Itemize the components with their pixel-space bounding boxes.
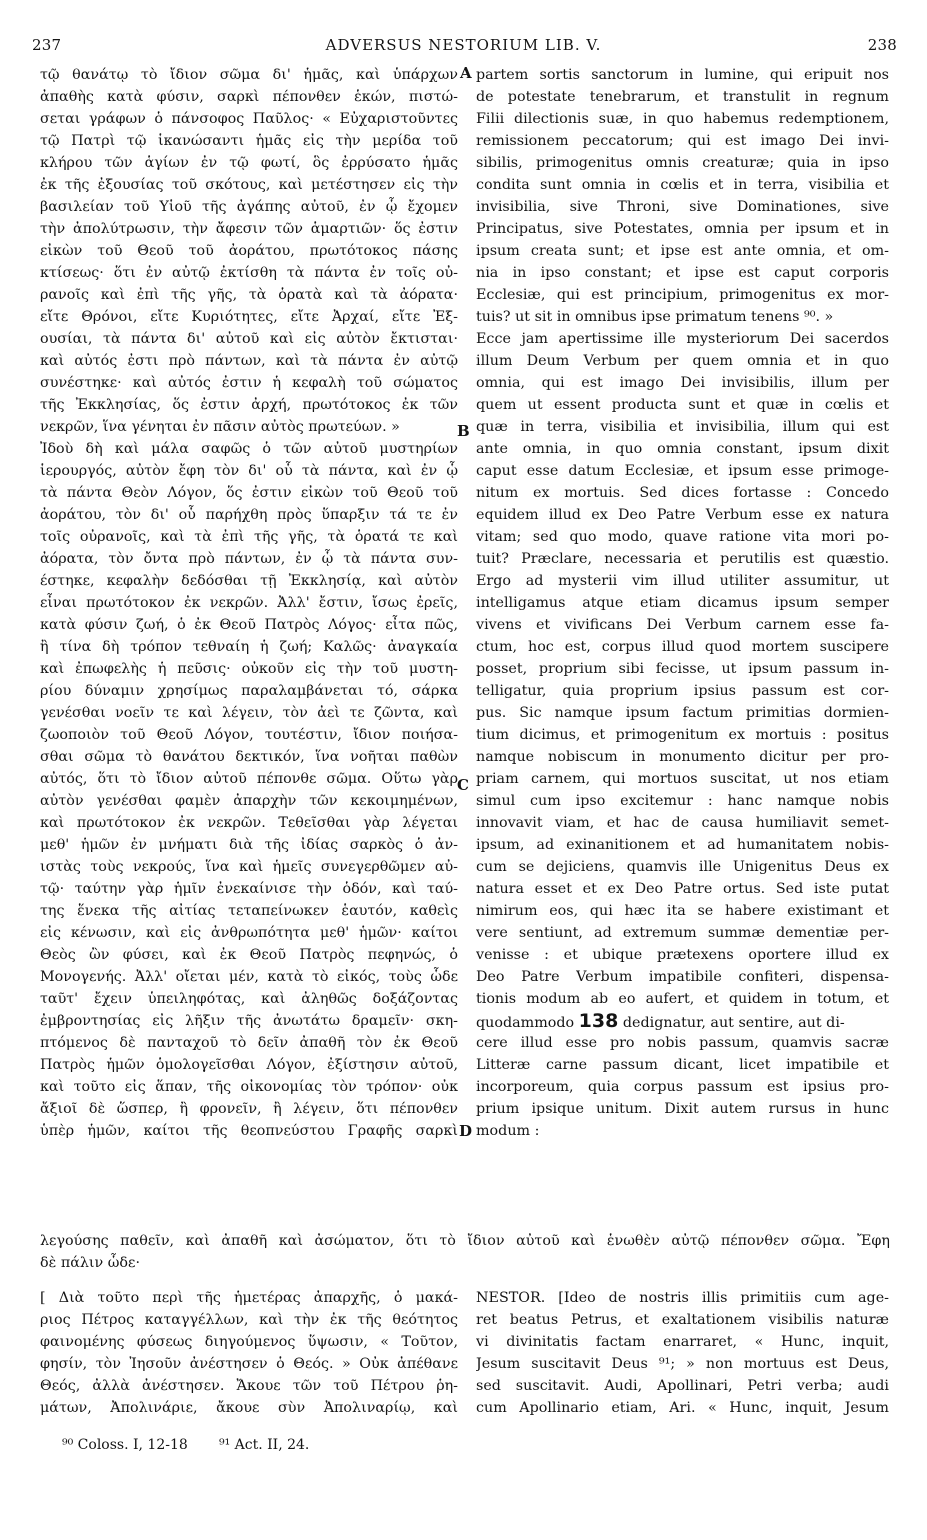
text-line: συνέστηκε· καὶ αὐτός ἐστιν ἡ κεφαλὴ τοῦ σώματος xyxy=(40,375,458,391)
text-line: tuit? Præclare, necessaria et perutilis est quæstio. xyxy=(476,551,889,567)
text-line: ipsum creata sunt; et ipse est ante omnia, et om- xyxy=(476,243,889,259)
text-line: Πατρὸς ἡμῶν ὁμολογεῖσθαι Λόγον, ἐξίστησιν αὐτοῦ, xyxy=(40,1057,458,1073)
text-line: σθαι σῶμα τὸ θανάτου δεκτικόν, ἵνα νοῆται παθὼν xyxy=(40,749,458,765)
text-line: κατὰ φύσιν ζωή, ὁ ἐκ Θεοῦ Πατρὸς Λόγος· εἶτα πῶς, xyxy=(40,617,458,633)
text-line: καὶ ἐπωφελὴς ἡ πεῦσις· οὐκοῦν εἰς τὴν τοῦ μυστη- xyxy=(40,661,458,677)
margin-marker-a: A xyxy=(460,64,472,82)
text-line: simul cum ipso excitemur : hanc namque nobis xyxy=(476,793,889,809)
footnote: ⁹¹ Act. II, 24. xyxy=(219,1437,310,1453)
text-line: Θεὸς ὢν φύσει, καὶ ἐκ Θεοῦ Πατρὸς πεφηνώς, ὁ xyxy=(40,947,458,963)
inline-page-number: 138 xyxy=(578,1010,619,1032)
margin-marker-b: B xyxy=(457,422,470,440)
text-line: τῷ θανάτῳ τὸ ἴδιον σῶμα δι' ἡμᾶς, καὶ ὑπάρχων xyxy=(40,67,458,83)
text-line: τὴν ἀπολύτρωσιν, τὴν ἄφεσιν τῶν ἁμαρτιῶν· ὅς ἐστιν xyxy=(40,221,458,237)
text-line: Ergo ad mysterii vim illud utiliter assumitur, ut xyxy=(476,573,889,589)
text-line: αὐτός, ὅτι τὸ ἴδιον αὐτοῦ πέπονθε σῶμα. Οὕτω γὰρ xyxy=(40,771,458,787)
text-line: φαινομένης φύσεως διηγούμενος ὕψωσιν, « Τοῦτον, xyxy=(40,1334,458,1350)
text-line: Deo Patre Verbum impatibile confiteri, dispensa- xyxy=(476,969,889,985)
text-line: ἢ τίνα δὴ τρόπον τεθναίη ἡ ζωή; Καλῶς· ἀναγκαία xyxy=(40,639,458,655)
text-line: pus. Sic namque ipsum factum primitias dormien- xyxy=(476,705,889,721)
text-line: Ecclesiæ, qui est principium, primogenitus ex mor- xyxy=(476,287,889,303)
text-line: NESTOR. [Ideo de nostris illis primitiis cum age- xyxy=(476,1290,889,1306)
text-line: ρίου δύναμιν χρησίμως παραλαμβάνεται τό, σάρκα xyxy=(40,683,458,699)
text-line: ὑπὲρ ἡμῶν, καίτοι τῆς θεοπνεύστου Γραφῆς σαρκὶ xyxy=(40,1123,458,1139)
text-line: φησίν, τὸν Ἰησοῦν ἀνέστησεν ὁ Θεός. » Οὐκ ἀπέθανε xyxy=(40,1356,458,1372)
greek-column xyxy=(40,64,458,1142)
text-line: ctum, hoc est, corpus illud quod mortem suscipere xyxy=(476,639,889,655)
text-line: εἰς κένωσιν, καὶ εἰς ἀνθρωπότητα μεθ' ἡμῶν· καίτοι xyxy=(40,925,458,941)
text-line: Filii dilectionis suæ, in quo habemus redemptionem, xyxy=(476,111,889,127)
text-line: incorporeum, quia corpus passum est ipsius pro- xyxy=(476,1079,889,1095)
text-line: ἀπαθὴς κατὰ φύσιν, σαρκὶ πέπονθεν ἑκών, πιστώ- xyxy=(40,89,458,105)
text-line: tuis? ut sit in omnibus ipse primatum tenens ⁹⁰. » xyxy=(476,309,834,325)
latin-column xyxy=(476,64,889,1142)
page-number-left: 237 xyxy=(32,36,62,54)
text-line: μάτων, Ἀπολινάριε, ἄκουε σὺν Ἀπολιναρίῳ, καὶ xyxy=(40,1400,458,1416)
margin-marker-d: D xyxy=(459,1122,473,1140)
text-line: καὶ πρωτότοκον ἐκ νεκρῶν. Τεθεῖσθαι γὰρ λέγεται xyxy=(40,815,458,831)
text-line: νεκρῶν, ἵνα γένηται ἐν πᾶσιν αὐτὸς πρωτεύων. » xyxy=(40,419,400,435)
text-line: καὶ τοῦτο εἰς ἅπαν, τῆς οἰκονομίας τὸν τρόπον· οὐκ xyxy=(40,1079,458,1095)
text-line: έστηκε, κεφαλὴν δεδόσθαι τῇ Ἐκκλησίᾳ, καὶ αὐτὸν xyxy=(40,573,458,589)
text-line: intelligamus atque etiam dicamus ipsum semper xyxy=(476,595,889,611)
text-line: εἶναι πρωτότοκον ἐκ νεκρῶν. Ἀλλ' ἔστιν, ἴσως ἐρεῖς, xyxy=(40,595,458,611)
text-line: καὶ αὐτός ἐστι πρὸ πάντων, καὶ τὰ πάντα ἐν αὐτῷ xyxy=(40,353,458,369)
text-line: tium dicimus, et primogenitum ex mortuis : positus xyxy=(476,727,889,743)
text-line: vivens et vivificans Dei Verbum carnem esse fa- xyxy=(476,617,889,633)
text-line: prium ipsique unitum. Dixit autem rursus in hunc xyxy=(476,1101,889,1117)
text-line: σεται γράφων ὁ πάνσοφος Παῦλος· « Εὐχαριστοῦντες xyxy=(40,111,458,127)
text-line: ιστὰς τοὺς νεκρούς, ἵνα καὶ ἡμεῖς συνεγερθῶμεν αὐ- xyxy=(40,859,458,875)
text-line: modum : xyxy=(476,1123,540,1139)
text-line: κλήρου τῶν ἁγίων ἐν τῷ φωτί, ὃς ἐρρύσατο ἡμᾶς xyxy=(40,155,458,171)
text-line: κτίσεως· ὅτι ἐν αὐτῷ ἐκτίσθη τὰ πάντα ἐν τοῖς οὐ- xyxy=(40,265,458,281)
text-line: ret beatus Petrus, et exaltationem visibilis naturæ xyxy=(476,1312,889,1328)
text-line: βασιλείαν τοῦ Υἱοῦ τῆς ἀγάπης αὐτοῦ, ἐν ᾧ ἔχομεν xyxy=(40,199,458,215)
text-line: ταῦτ' ἔχειν ὑπειληφότας, καὶ ἀληθῶς δοξάζοντας xyxy=(40,991,458,1007)
text-line: Ἰδοὺ δὴ καὶ μάλα σαφῶς ὁ τῶν αὐτοῦ μυστηρίων xyxy=(40,441,458,457)
text-line: cere illud esse pro nobis passum, quamvis sacræ xyxy=(476,1035,889,1051)
text-line: Litteræ carne passum dicant, licet impatibile et xyxy=(476,1057,889,1073)
text-line: cum Apollinario etiam, Ari. « Hunc, inquit, Jesum xyxy=(476,1400,889,1416)
text-line: πτόμενος δὲ πανταχοῦ τὸ δεῖν ἀπαθῆ τὸν ἐκ Θεοῦ xyxy=(40,1035,458,1051)
text-line: τοῖς οὐρανοῖς, καὶ τὰ ἐπὶ τῆς γῆς, τὰ ὁρατά τε καὶ xyxy=(40,529,458,545)
text-line: εἴτε Θρόνοι, εἴτε Κυριότητες, εἴτε Ἀρχαί, εἴτε Ἐξ- xyxy=(40,309,458,325)
text-line: τῆς Ἐκκλησίας, ὅς ἐστιν ἀρχή, πρωτότοκος ἐκ τῶν xyxy=(40,397,458,413)
text-line: της ἕνεκα τῆς αἰτίας τεταπείνωκεν ἑαυτόν, καθεὶς xyxy=(40,903,458,919)
text-line: nimirum eos, qui hæc ita se habere existimant et xyxy=(476,903,889,919)
text-line: equidem illud ex Deo Patre Verbum esse ex natura xyxy=(476,507,889,523)
text-line: αὐτὸν γενέσθαι φαμὲν ἀπαρχὴν τῶν κεκοιμημένων, xyxy=(40,793,458,809)
text-line: sed suscitavit. Audi, Apollinari, Petri verba; audi xyxy=(476,1378,889,1394)
text-line: nitum ex mortuis. Sed dices fortasse : Concedo xyxy=(476,485,889,501)
text-line: omnia, qui est imago Dei invisibilis, illum per xyxy=(476,375,889,391)
text-line: quem ut essent producta sunt et quæ in cœlis et xyxy=(476,397,889,413)
text-line: τῷ· ταύτην γὰρ ἡμῖν ἐνεκαίνισε τὴν ὁδόν, καὶ ταύ- xyxy=(40,881,458,897)
text-line: sibilis, primogenitus omnis creaturæ; quia in ipso xyxy=(476,155,889,171)
text-line: condita sunt omnia in cœlis et in terra, visibilia et xyxy=(476,177,889,193)
text-line: τῷ Πατρὶ τῷ ἱκανώσαντι ἡμᾶς εἰς τὴν μερίδα τοῦ xyxy=(40,133,458,149)
latin-lower-block xyxy=(476,1287,889,1419)
text-line: ante omnia, in quo omnia constant, ipsum dixit xyxy=(476,441,889,457)
text-line: telligatur, quia proprium ipsius passum est cor- xyxy=(476,683,889,699)
text-line: ριος Πέτρος καταγγέλλων, καὶ τὴν ἐκ τῆς θεότητος xyxy=(40,1312,458,1328)
text-line: partem sortis sanctorum in lumine, qui eripuit nos xyxy=(476,67,889,83)
text-line: Θεός, ἀλλὰ ἀνέστησεν. Ἄκουε τῶν τοῦ Πέτρου ῥη- xyxy=(40,1378,458,1394)
text-line: ἐμβροντησίας εἰς λῆξιν τῆς ἀνωτάτω δραμεῖν· σκη- xyxy=(40,1013,458,1029)
full-width-line: δὲ πάλιν ὧδε· xyxy=(40,1255,140,1271)
text-line: ipsum, ad exinanitionem et ad humanitatem nobis- xyxy=(476,837,889,853)
text-line: vitam; sed quo modo, quave ratione vita mori po- xyxy=(476,529,889,545)
text-line: cum se dejiciens, quamvis ille Unigenitus Deus ex xyxy=(476,859,889,875)
text-line: ἀοράτου, τὸν δι' οὗ παρήχθη πρὸς ὕπαρξιν τά τε ἐν xyxy=(40,507,458,523)
text-line: Μονογενής. Ἀλλ' οἴεται μέν, κατὰ τὸ εἰκός, τοὺς ὧδε xyxy=(40,969,458,985)
text-line: vi divinitatis factam enarraret, « Hunc, inquit, xyxy=(476,1334,889,1350)
text-line: vere sentiunt, ad extremum summæ dementiæ per- xyxy=(476,925,889,941)
text-line: ἀόρατα, τὸν ὄντα πρὸ πάντων, ἐν ᾧ τὰ πάντα συν- xyxy=(40,551,458,567)
greek-lower-block xyxy=(40,1287,458,1419)
text-line: Jesum suscitavit Deus ⁹¹; » non mortuus est Deus, xyxy=(476,1356,889,1372)
text-line: εἰκὼν τοῦ Θεοῦ τοῦ ἀοράτου, πρωτότοκος πάσης xyxy=(40,243,458,259)
text-line: venisse : et ubique prætexens oportere illud ex xyxy=(476,947,889,963)
text-line: Principatus, sive Potestates, omnia per ipsum et in xyxy=(476,221,889,237)
text-line: tionis modum ab eo aufert, et quidem in totum, et xyxy=(476,991,889,1007)
text-line: ζωοποιὸν τοῦ Θεοῦ Λόγον, τουτέστιν, ἴδιον ποιήσα- xyxy=(40,727,458,743)
running-title: ADVERSUS NESTORIUM LIB. V. xyxy=(325,36,602,54)
text-line: priam carnem, qui mortuos suscitat, ut nos etiam xyxy=(476,771,889,787)
text-line: quæ in terra, visibilia et invisibilia, illum qui est xyxy=(476,419,889,435)
text-line: τὰ πάντα Θεὸν Λόγον, ὅς ἐστιν εἰκὼν τοῦ Θεοῦ τοῦ xyxy=(40,485,458,501)
text-line: quodammodo 138 dedignatur, aut sentire, aut di- xyxy=(476,1010,845,1032)
text-line: ἱερουργός, αὐτὸν ἔφη τὸν δι' οὗ τὰ πάντα, καὶ ἐν ᾧ xyxy=(40,463,458,479)
text-line: caput esse datum Ecclesiæ, et ipsum esse primoge- xyxy=(476,463,889,479)
text-line: [ Διὰ τοῦτο περὶ τῆς ἡμετέρας ἀπαρχῆς, ὁ μακά- xyxy=(40,1290,458,1306)
text-line: μεθ' ἡμῶν ἐν μνήματι διὰ τῆς ἰδίας σαρκὸς ὁ ἀν- xyxy=(40,837,458,853)
text-line: ἄξιοῖ δὲ ὥσπερ, ἢ φρονεῖν, ἢ λέγειν, ὅτι πέπονθεν xyxy=(40,1101,458,1117)
text-line: γενέσθαι νοεῖν τε καὶ λέγειν, τὸν ἀεὶ τε ζῶντα, καὶ xyxy=(40,705,458,721)
text-line: ἐκ τῆς ἐξουσίας τοῦ σκότους, καὶ μετέστησεν εἰς τὴν xyxy=(40,177,458,193)
text-line: namque nobiscum in monumento dicitur per pro- xyxy=(476,749,889,765)
text-line: ουσίαι, τὰ πάντα δι' αὐτοῦ καὶ εἰς αὐτὸν ἔκτισται· xyxy=(40,331,458,347)
text-line: illum Deum Verbum per quem omnia et in quo xyxy=(476,353,889,369)
text-line: Ecce jam apertissime ille mysteriorum Dei sacerdos xyxy=(476,331,889,347)
text-line: natura esset et ex Deo Patre ortus. Sed iste putat xyxy=(476,881,889,897)
page-number-right: 238 xyxy=(867,36,897,54)
margin-marker-c: C xyxy=(457,776,469,794)
text-line: invisibilia, sive Throni, sive Dominationes, sive xyxy=(476,199,889,215)
full-width-line: λεγούσης παθεῖν, καὶ ἀπαθῆ καὶ ἀσώματον, ὅτι τὸ ἴδιον αὐτοῦ καὶ ἑνωθὲν αὐτῷ πέπονθεν σῶμα. Ἔφη xyxy=(40,1233,890,1249)
footnote: ⁹⁰ Coloss. I, 12-18 xyxy=(62,1437,188,1453)
text-line: remissionem peccatorum; qui est imago Dei invi- xyxy=(476,133,889,149)
text-line: ρανοῖς καὶ ἐπὶ τῆς γῆς, τὰ ὁρατὰ καὶ τὰ ἀόρατα· xyxy=(40,287,458,303)
text-line: posset, proprium sibi fecisse, ut ipsum passum in- xyxy=(476,661,889,677)
text-line: nia in ipso constant; et ipse est caput corporis xyxy=(476,265,889,281)
text-line: de potestate tenebrarum, et transtulit in regnum xyxy=(476,89,889,105)
text-line: innovavit viam, et hac de causa humiliavit semet- xyxy=(476,815,889,831)
